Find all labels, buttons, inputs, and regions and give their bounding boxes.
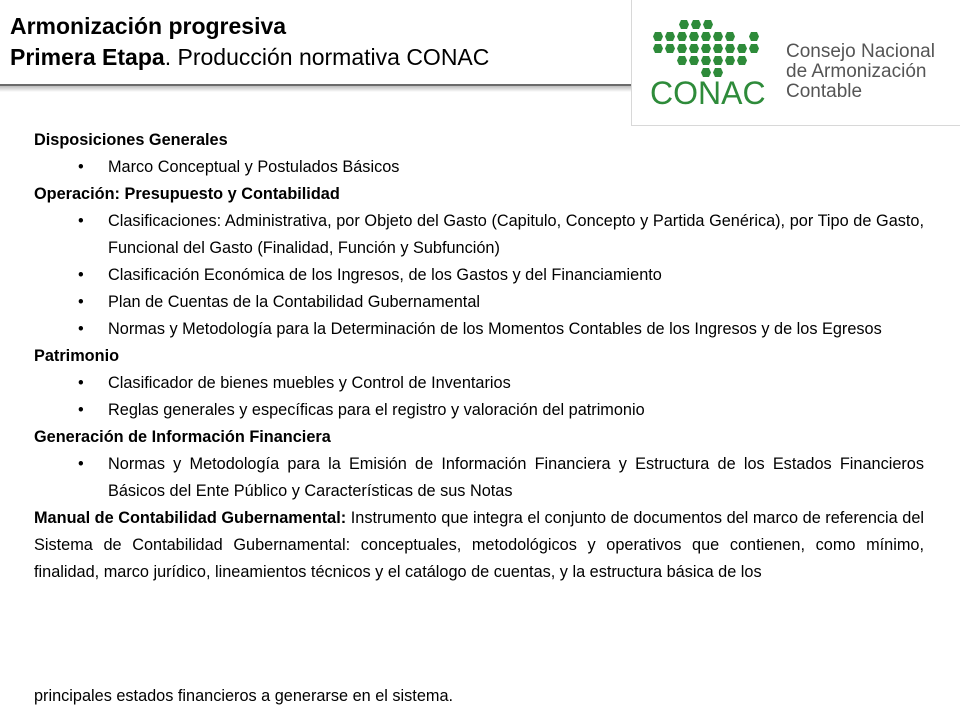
logo-hexagon bbox=[749, 44, 759, 53]
logo-hexagon bbox=[665, 44, 675, 53]
conac-logo-mark-icon bbox=[648, 12, 788, 112]
manual-paragraph bbox=[34, 505, 924, 586]
logo-hexagon bbox=[679, 20, 689, 29]
logo-hexagon bbox=[701, 44, 711, 53]
section-operation bbox=[34, 181, 924, 343]
bullet-list bbox=[34, 154, 924, 181]
logo-hexagon bbox=[691, 20, 701, 29]
logo-hexagon bbox=[713, 44, 723, 53]
logo-hexagon bbox=[713, 56, 723, 65]
logo-hexagon bbox=[653, 32, 663, 41]
manual-text: Instrumento que integra el conjunto de documentos del marco de referencia del Sistema de Contabilidad Gubernamental: conceptuales, metodológicos y operativos que contienen, como mínimo, finalidad, marco jurídico, lineamientos técnicos y el catálogo de cuentas, y la estructura básica de los bbox=[34, 509, 924, 581]
section-heading: Disposiciones Generales bbox=[34, 131, 228, 149]
list-item: • Clasificaciones: Administrativa, por Objeto del Gasto (Capitulo, Concepto y Partida Genérica), por Tipo de Gasto, Funcional del Gasto (Finalidad, Función y Subfunción) bbox=[34, 208, 924, 262]
bullet-list bbox=[34, 451, 924, 505]
logo-name-line: Contable bbox=[786, 81, 863, 102]
logo-hexagon bbox=[689, 32, 699, 41]
title-stage: Primera Etapa bbox=[10, 44, 165, 70]
document-body bbox=[34, 127, 924, 586]
bullet-list bbox=[34, 208, 924, 343]
logo-hexagon bbox=[689, 44, 699, 53]
logo-hexagon bbox=[701, 32, 711, 41]
manual-last-line: principales estados financieros a generarse en el sistema. bbox=[34, 687, 454, 705]
manual-label: Manual de Contabilidad Gubernamental: bbox=[34, 509, 347, 527]
list-item: • Normas y Metodología para la Determinación de los Momentos Contables de los Ingresos y de los Egresos bbox=[34, 316, 924, 343]
logo-acronym: CONAC bbox=[650, 75, 766, 111]
logo-hexagon bbox=[737, 56, 747, 65]
title-line-1: Armonización progresiva bbox=[10, 13, 287, 39]
logo-hexagon bbox=[713, 32, 723, 41]
logo-hexagon bbox=[677, 56, 687, 65]
list-item: • Reglas generales y específicas para el registro y valoración del patrimonio bbox=[34, 397, 924, 424]
section-heading: Generación de Información Financiera bbox=[34, 428, 331, 446]
list-item: • Normas y Metodología para la Emisión de Información Financiera y Estructura de los Estados Financieros Básicos del Ente Público y Características de sus Notas bbox=[34, 451, 924, 505]
list-item: • Clasificación Económica de los Ingresos, de los Gastos y del Financiamiento bbox=[34, 262, 924, 289]
title-subtitle: . Producción normativa CONAC bbox=[164, 44, 490, 70]
list-item: • Plan de Cuentas de la Contabilidad Gubernamental bbox=[34, 289, 924, 316]
logo-hexagon bbox=[725, 44, 735, 53]
logo-hexagon bbox=[725, 32, 735, 41]
logo-hexagon bbox=[677, 44, 687, 53]
logo-hexagon bbox=[689, 56, 699, 65]
title-line-2 bbox=[10, 42, 620, 72]
list-item: • Clasificador de bienes muebles y Control de Inventarios bbox=[34, 370, 924, 397]
section-financial-info bbox=[34, 424, 924, 505]
list-item: • Marco Conceptual y Postulados Básicos bbox=[34, 154, 924, 181]
logo-name bbox=[786, 42, 935, 102]
logo-hexagon bbox=[653, 44, 663, 53]
conac-logo bbox=[631, 0, 960, 126]
section-patrimony bbox=[34, 343, 924, 424]
logo-name-line: de Armonización bbox=[786, 61, 927, 82]
section-heading: Patrimonio bbox=[34, 347, 120, 365]
logo-hexagon bbox=[749, 32, 759, 41]
section-heading: Operación: Presupuesto y Contabilidad bbox=[34, 185, 340, 203]
section-general bbox=[34, 127, 924, 181]
logo-hexagon bbox=[665, 32, 675, 41]
slide-title bbox=[10, 10, 620, 72]
logo-hexagon bbox=[701, 56, 711, 65]
logo-name-line: Consejo Nacional bbox=[786, 41, 935, 62]
logo-hexagon bbox=[677, 32, 687, 41]
logo-hexagon bbox=[737, 44, 747, 53]
header-divider-shadow bbox=[0, 86, 632, 92]
bullet-list bbox=[34, 370, 924, 424]
logo-hexagon bbox=[725, 56, 735, 65]
logo-hexagon bbox=[703, 20, 713, 29]
